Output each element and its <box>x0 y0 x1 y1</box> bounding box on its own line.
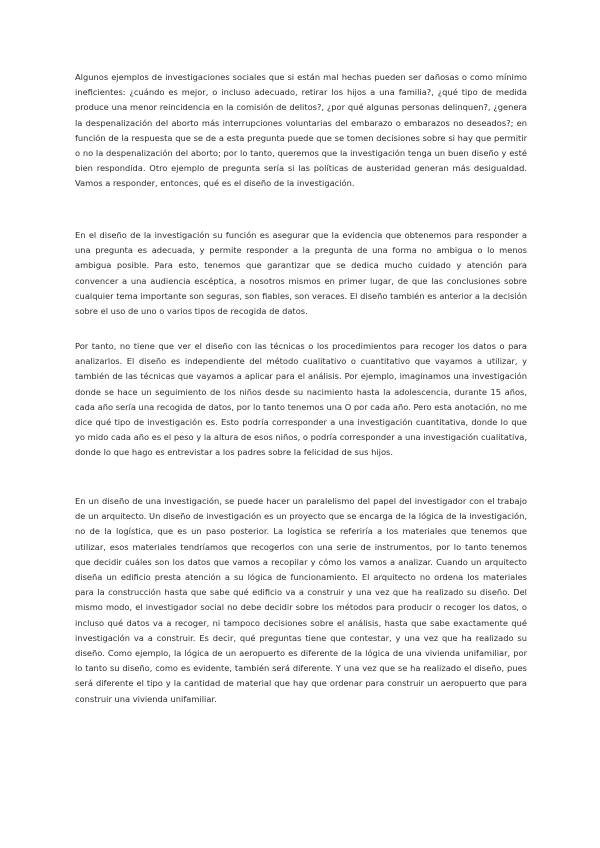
paragraph-architect-analogy: En un diseño de una investigación, se puede hacer un paralelismo del papel del investigador con el trabajo de un arquitecto. Un diseño de investigación es un proyecto que se encarga de la lógica de la investigación, no de la logística, que es un paso posterior. La logística se referiría a los materiales que tenemos que utilizar, esos materiales tendríamos que recogerlos con una serie de instrumentos, por lo tanto tenemos que decidir cuáles son los datos que vamos a recopilar y cómo los vamos a analizar. Cuando un arquitecto diseña un edificio presta atención a su lógica de funcionamiento. El arquitecto no ordena los materiales para la construcción hasta que sabe qué edificio va a construir y una vez que ha realizado su diseño. Del mismo modo, el investigador social no debe decidir sobre los métodos para producir o recoger los datos, o incluso qué datos va a recoger, ni tampoco decisiones sobre el análisis, hasta que sabe exactamente qué investigación va a construir. Es decir, qué preguntas tiene que contestar, y una vez que ha realizado su diseño. Como ejemplo, la lógica de un aeropuerto es diferente de la lógica de una vivienda unifamiliar, por lo tanto su diseño, como es evidente, también será diferente. Y una vez que se ha realizado el diseño, pues será diferente el tipo y la cantidad de material que hay que ordenar para construir un aeropuerto que para construir una vivienda unifamiliar. <box>75 496 527 704</box>
paragraph-design-function: En el diseño de la investigación su función es asegurar que la evidencia que obtenemos para responder a una pregunta es adecuada, y permite responder a la pregunta de una forma no ambigua o lo menos ambigua posible. Para esto, tenemos que garantizar que se dedica mucho cuidado y atención para convencer a una audiencia escéptica, a nosotros mismos en primer lugar, de que las conclusiones sobre cualquier tema importante son seguras, son fiables, son veraces. El diseño también es anterior a la decisión sobre el uso de uno o varios tipos de recogida de datos. <box>75 230 527 317</box>
paragraph-examples: Algunos ejemplos de investigaciones sociales que si están mal hechas pueden ser dañosas o como mínimo ineficientes: ¿cuándo es mejor, o incluso adecuado, retirar los hijos a una familia?, ¿qué tipo de medida produce una menor reincidencia en la comisión de delitos?, ¿por qué algunas personas delinquen?, ¿genera la despenalización del aborto más interrupciones voluntarias del embarazo o embarazos no deseados?; en función de la respuesta que se de a esta pregunta puede que se tomen decisiones sobre si hay que permitir o no la despenalización del aborto; por lo tanto, queremos que la investigación tenga un buen diseño y esté bien respondida. Otro ejemplo de pregunta sería si las políticas de austeridad generan más desigualdad. Vamos a responder, entonces, qué es el diseño de la investigación. <box>75 72 527 189</box>
paragraph-design-vs-techniques: Por tanto, no tiene que ver el diseño con las técnicas o los procedimientos para recoger los datos o para analizarlos. El diseño es independiente del método cualitativo o cuantitativo que vayamos a utilizar, y también de las técnicas que vayamos a aplicar para el análisis. Por ejemplo, imaginamos una investigación donde se hace un seguimiento de los niños desde su nacimiento hasta la adolescencia, durante 15 años, cada año sería una recogida de datos, por lo tanto tenemos una O por cada año. Pero esta anotación, no me dice qué tipo de investigación es. Esto podría corresponder a una investigación cuantitativa, donde lo que yo mido cada año es el peso y la altura de esos niños, o podría corresponder a una investigación cualitativa, donde lo que hago es entrevistar a los padres sobre la felicidad de sus hijos. <box>75 341 527 458</box>
